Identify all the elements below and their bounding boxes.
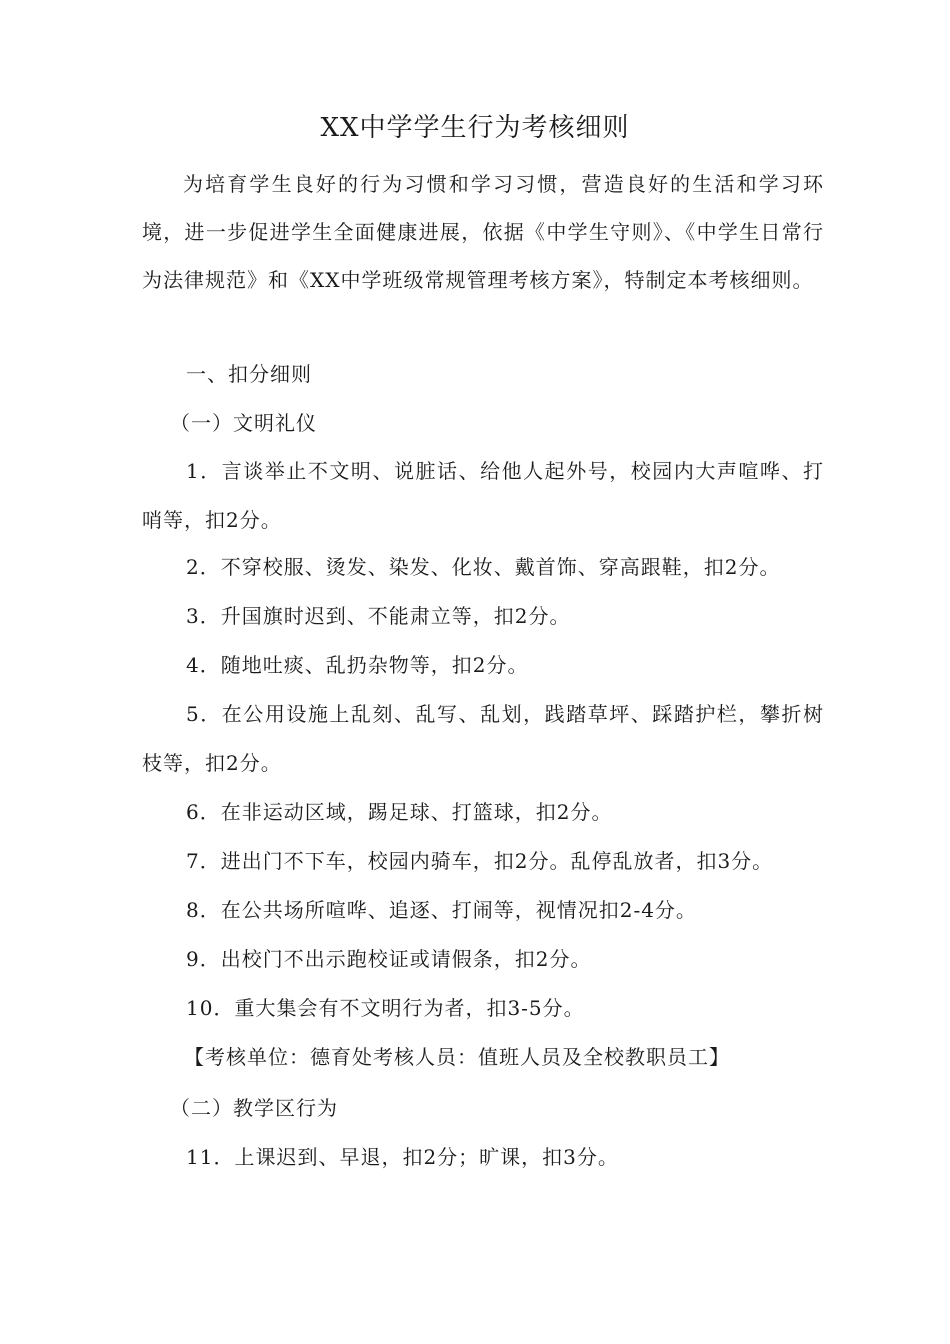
rule-item-3: 3．升国旗时迟到、不能肃立等，扣2分。 <box>186 604 571 628</box>
rule-item-8: 8．在公共场所喧哗、追逐、打闹等，视情况扣2-4分。 <box>186 898 697 922</box>
rule-item-10: 10．重大集会有不文明行为者，扣3-5分。 <box>186 996 585 1020</box>
subsection-heading-teaching-area: （二）教学区行为 <box>170 1096 338 1120</box>
rule-item-9: 9．出校门不出示跑校证或请假条，扣2分。 <box>186 947 592 971</box>
document-title: XX中学学生行为考核细则 <box>320 113 630 143</box>
rule-item-6: 6．在非运动区域，踢足球、打篮球，扣2分。 <box>186 800 613 824</box>
rule-item-1: 1．言谈举止不文明、说脏话、给他人起外号，校园内大声喧哗、打哨等，扣2分。 <box>142 459 824 532</box>
intro-paragraph: 为培育学生良好的行为习惯和学习习惯，营造良好的生活和学习环境，进一步促进学生全面健康进展，依据《中学生守则》、《中学生日常行为法律规范》和《XX中学班级常规管理考核方案》，特制定本考核细则。 <box>142 172 824 292</box>
subsection-heading-etiquette: （一）文明礼仪 <box>170 411 317 435</box>
rule-item-2: 2．不穿校服、烫发、染发、化妆、戴首饰、穿高跟鞋，扣2分。 <box>186 555 781 579</box>
rule-item-11: 11．上课迟到、早退，扣2分；旷课，扣3分。 <box>186 1145 619 1169</box>
rule-item-7: 7．进出门不下车，校园内骑车，扣2分。乱停乱放者，扣3分。 <box>186 849 774 873</box>
assessment-note: 【考核单位：德育处考核人员：值班人员及全校教职员工】 <box>184 1045 730 1069</box>
rule-item-5: 5．在公用设施上乱刻、乱写、乱划，践踏草坪、踩踏护栏，攀折树枝等，扣2分。 <box>142 702 824 775</box>
section-heading-deductions: 一、扣分细则 <box>186 362 312 386</box>
rule-item-4: 4．随地吐痰、乱扔杂物等，扣2分。 <box>186 653 529 677</box>
